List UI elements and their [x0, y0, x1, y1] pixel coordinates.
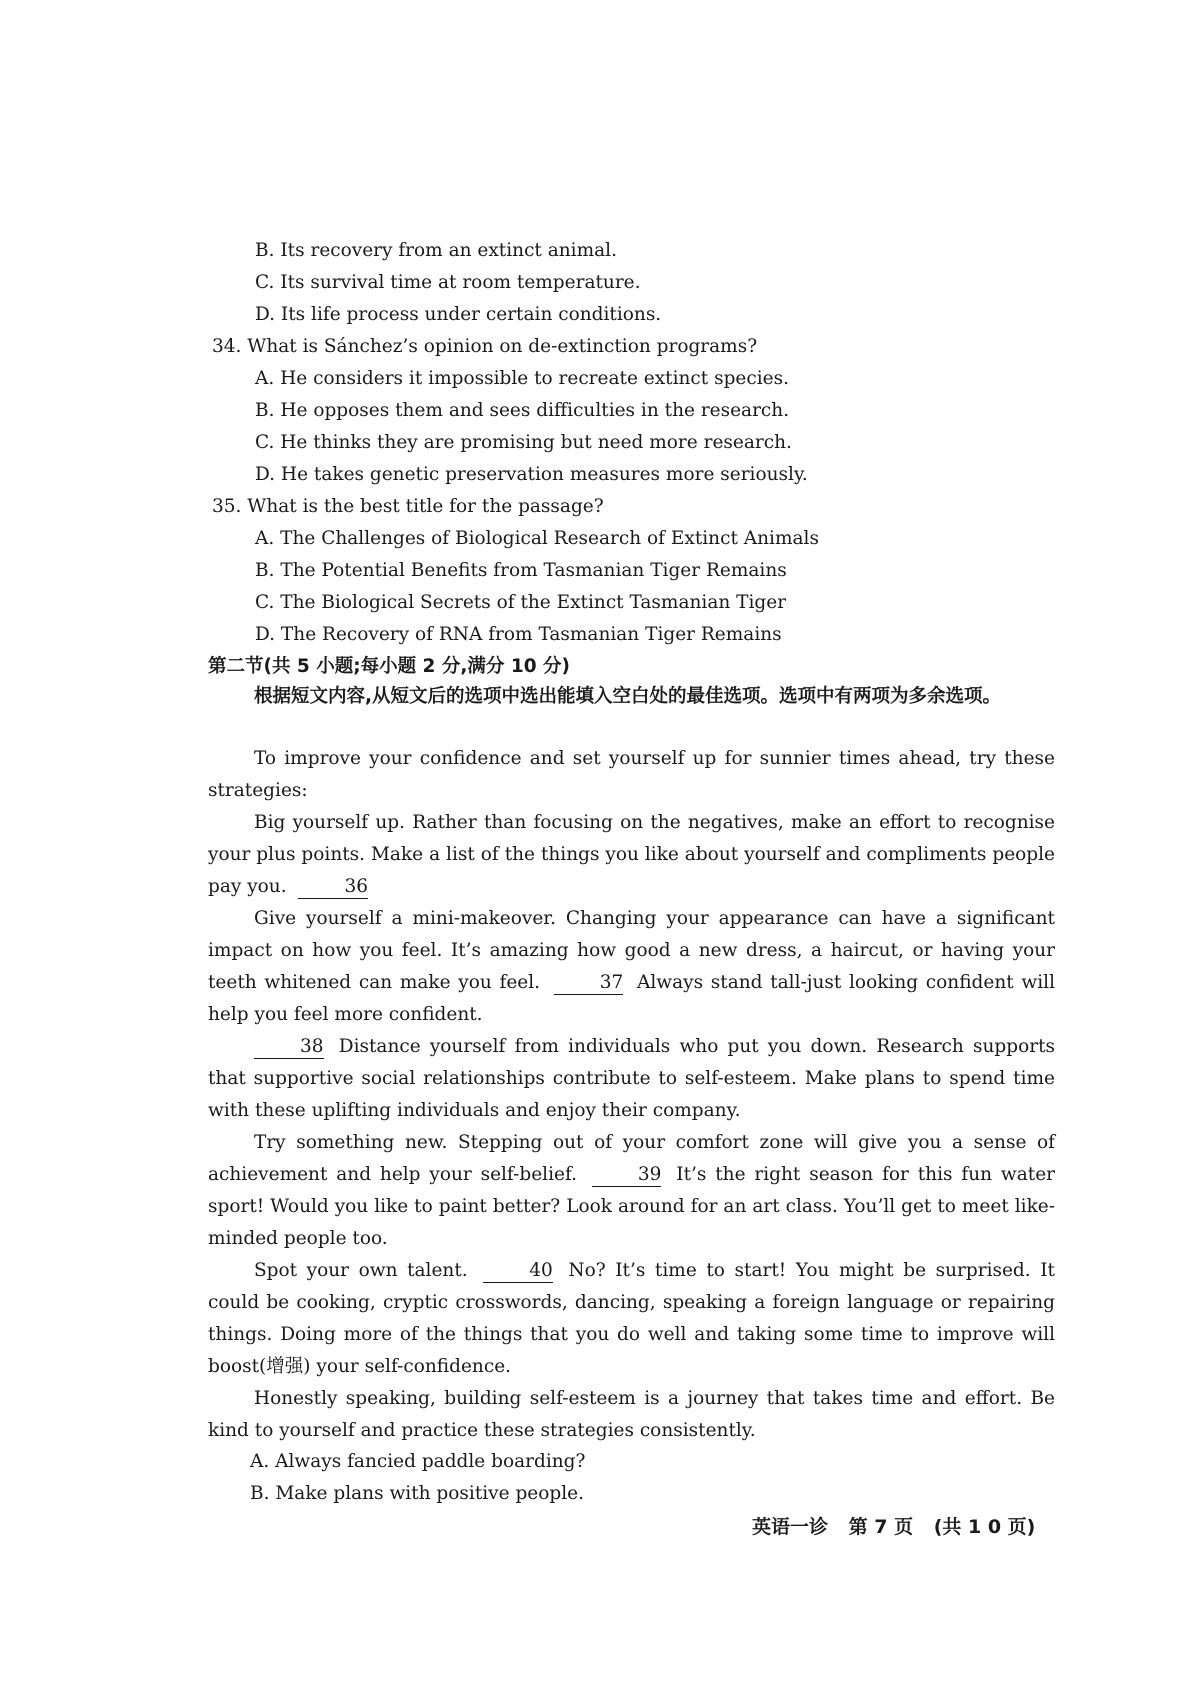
passage-paragraph-7: Honestly speaking, building self-esteem is a journey that takes time and effort. Be kind to yourself and practice these strategies consistently. — [208, 1388, 1055, 1441]
passage-paragraph-2 — [208, 807, 1055, 903]
page-footer — [752, 1512, 1049, 1539]
passage-paragraph-1: To improve your confidence and set yourself up for sunnier times ahead, try these strategies: — [208, 748, 1055, 801]
q34-option-a: A. He considers it impossible to recreate extinct species. — [255, 368, 789, 389]
paragraph-3-text-a: Give yourself a mini-makeover. Changing your appearance can have a significant impact on how you feel. It’s amazing how good a new dress, a haircut, or having your teeth whitened can make you feel. — [208, 908, 1055, 993]
blank-40: 40 — [483, 1260, 553, 1283]
section-heading: 第二节(共 5 小题;每小题 2 分,满分 10 分) — [208, 656, 570, 677]
answer-option-a: A. Always fancied paddle boarding? — [250, 1451, 586, 1472]
blank-39: 39 — [592, 1164, 662, 1187]
q33-option-b: B. Its recovery from an extinct animal. — [255, 240, 617, 261]
q35-stem: 35. What is the best title for the passage? — [212, 496, 604, 517]
q33-option-d: D. Its life process under certain conditions. — [255, 304, 662, 325]
paragraph-5-text-b: It’s the right season for this fun water sport! Would you like to paint better? Look around for an art class. You’ll get to meet like-minded people too. — [208, 1164, 1055, 1249]
passage-paragraph-6 — [208, 1255, 1055, 1383]
blank-36: 36 — [298, 876, 368, 899]
paragraph-2-text: Big yourself up. Rather than focusing on the negatives, make an effort to recognise your plus points. Make a list of the things you like about yourself and compliments people pay you. — [208, 812, 1055, 897]
q33-option-c: C. Its survival time at room temperature. — [255, 272, 641, 293]
answer-option-b: B. Make plans with positive people. — [250, 1483, 584, 1504]
q35-option-a: A. The Challenges of Biological Research of Extinct Animals — [255, 528, 819, 549]
q35-option-c: C. The Biological Secrets of the Extinct Tasmanian Tiger — [255, 592, 787, 613]
footer-page-number: 第 7 页 — [848, 1516, 914, 1538]
paragraph-5-text-a: Try something new. Stepping out of your comfort zone will give you a sense of achievement and help your self-belief. — [208, 1132, 1055, 1185]
paragraph-6-text-b: No? It’s time to start! You might be surprised. It could be cooking, cryptic crosswords, dancing, speaking a foreign language or repairing things. Doing more of the things that you do well and taking some time to improve will boost(增强) your self-confidence. — [208, 1260, 1055, 1377]
q35-option-d: D. The Recovery of RNA from Tasmanian Tiger Remains — [255, 624, 782, 645]
passage-paragraph-5 — [208, 1127, 1055, 1255]
blank-37: 37 — [554, 972, 624, 995]
q34-stem: 34. What is Sánchez’s opinion on de-extinction programs? — [212, 336, 758, 357]
footer-subject: 英语一诊 — [752, 1516, 829, 1538]
q34-option-d: D. He takes genetic preservation measures more seriously. — [255, 464, 808, 485]
q35-option-b: B. The Potential Benefits from Tasmanian Tiger Remains — [255, 560, 787, 581]
paragraph-6-text-a: Spot your own talent. — [254, 1260, 468, 1281]
section-instruction: 根据短文内容,从短文后的选项中选出能填入空白处的最佳选项。选项中有两项为多余选项。 — [254, 686, 1002, 707]
passage-paragraph-3 — [208, 903, 1055, 1031]
blank-38: 38 — [254, 1036, 324, 1059]
passage-paragraph-4 — [208, 1031, 1055, 1127]
q34-option-b: B. He opposes them and sees difficulties in the research. — [255, 400, 790, 421]
q34-option-c: C. He thinks they are promising but need more research. — [255, 432, 792, 453]
paragraph-4-text: Distance yourself from individuals who put you down. Research supports that supportive social relationships contribute to self-esteem. Make plans to spend time with these uplifting individuals and enjoy their company. — [208, 1036, 1055, 1121]
footer-total-pages: (共 1 0 页) — [933, 1516, 1036, 1538]
paragraph-3-text-b: Always stand tall-just looking confident will help you feel more confident. — [208, 972, 1055, 1025]
